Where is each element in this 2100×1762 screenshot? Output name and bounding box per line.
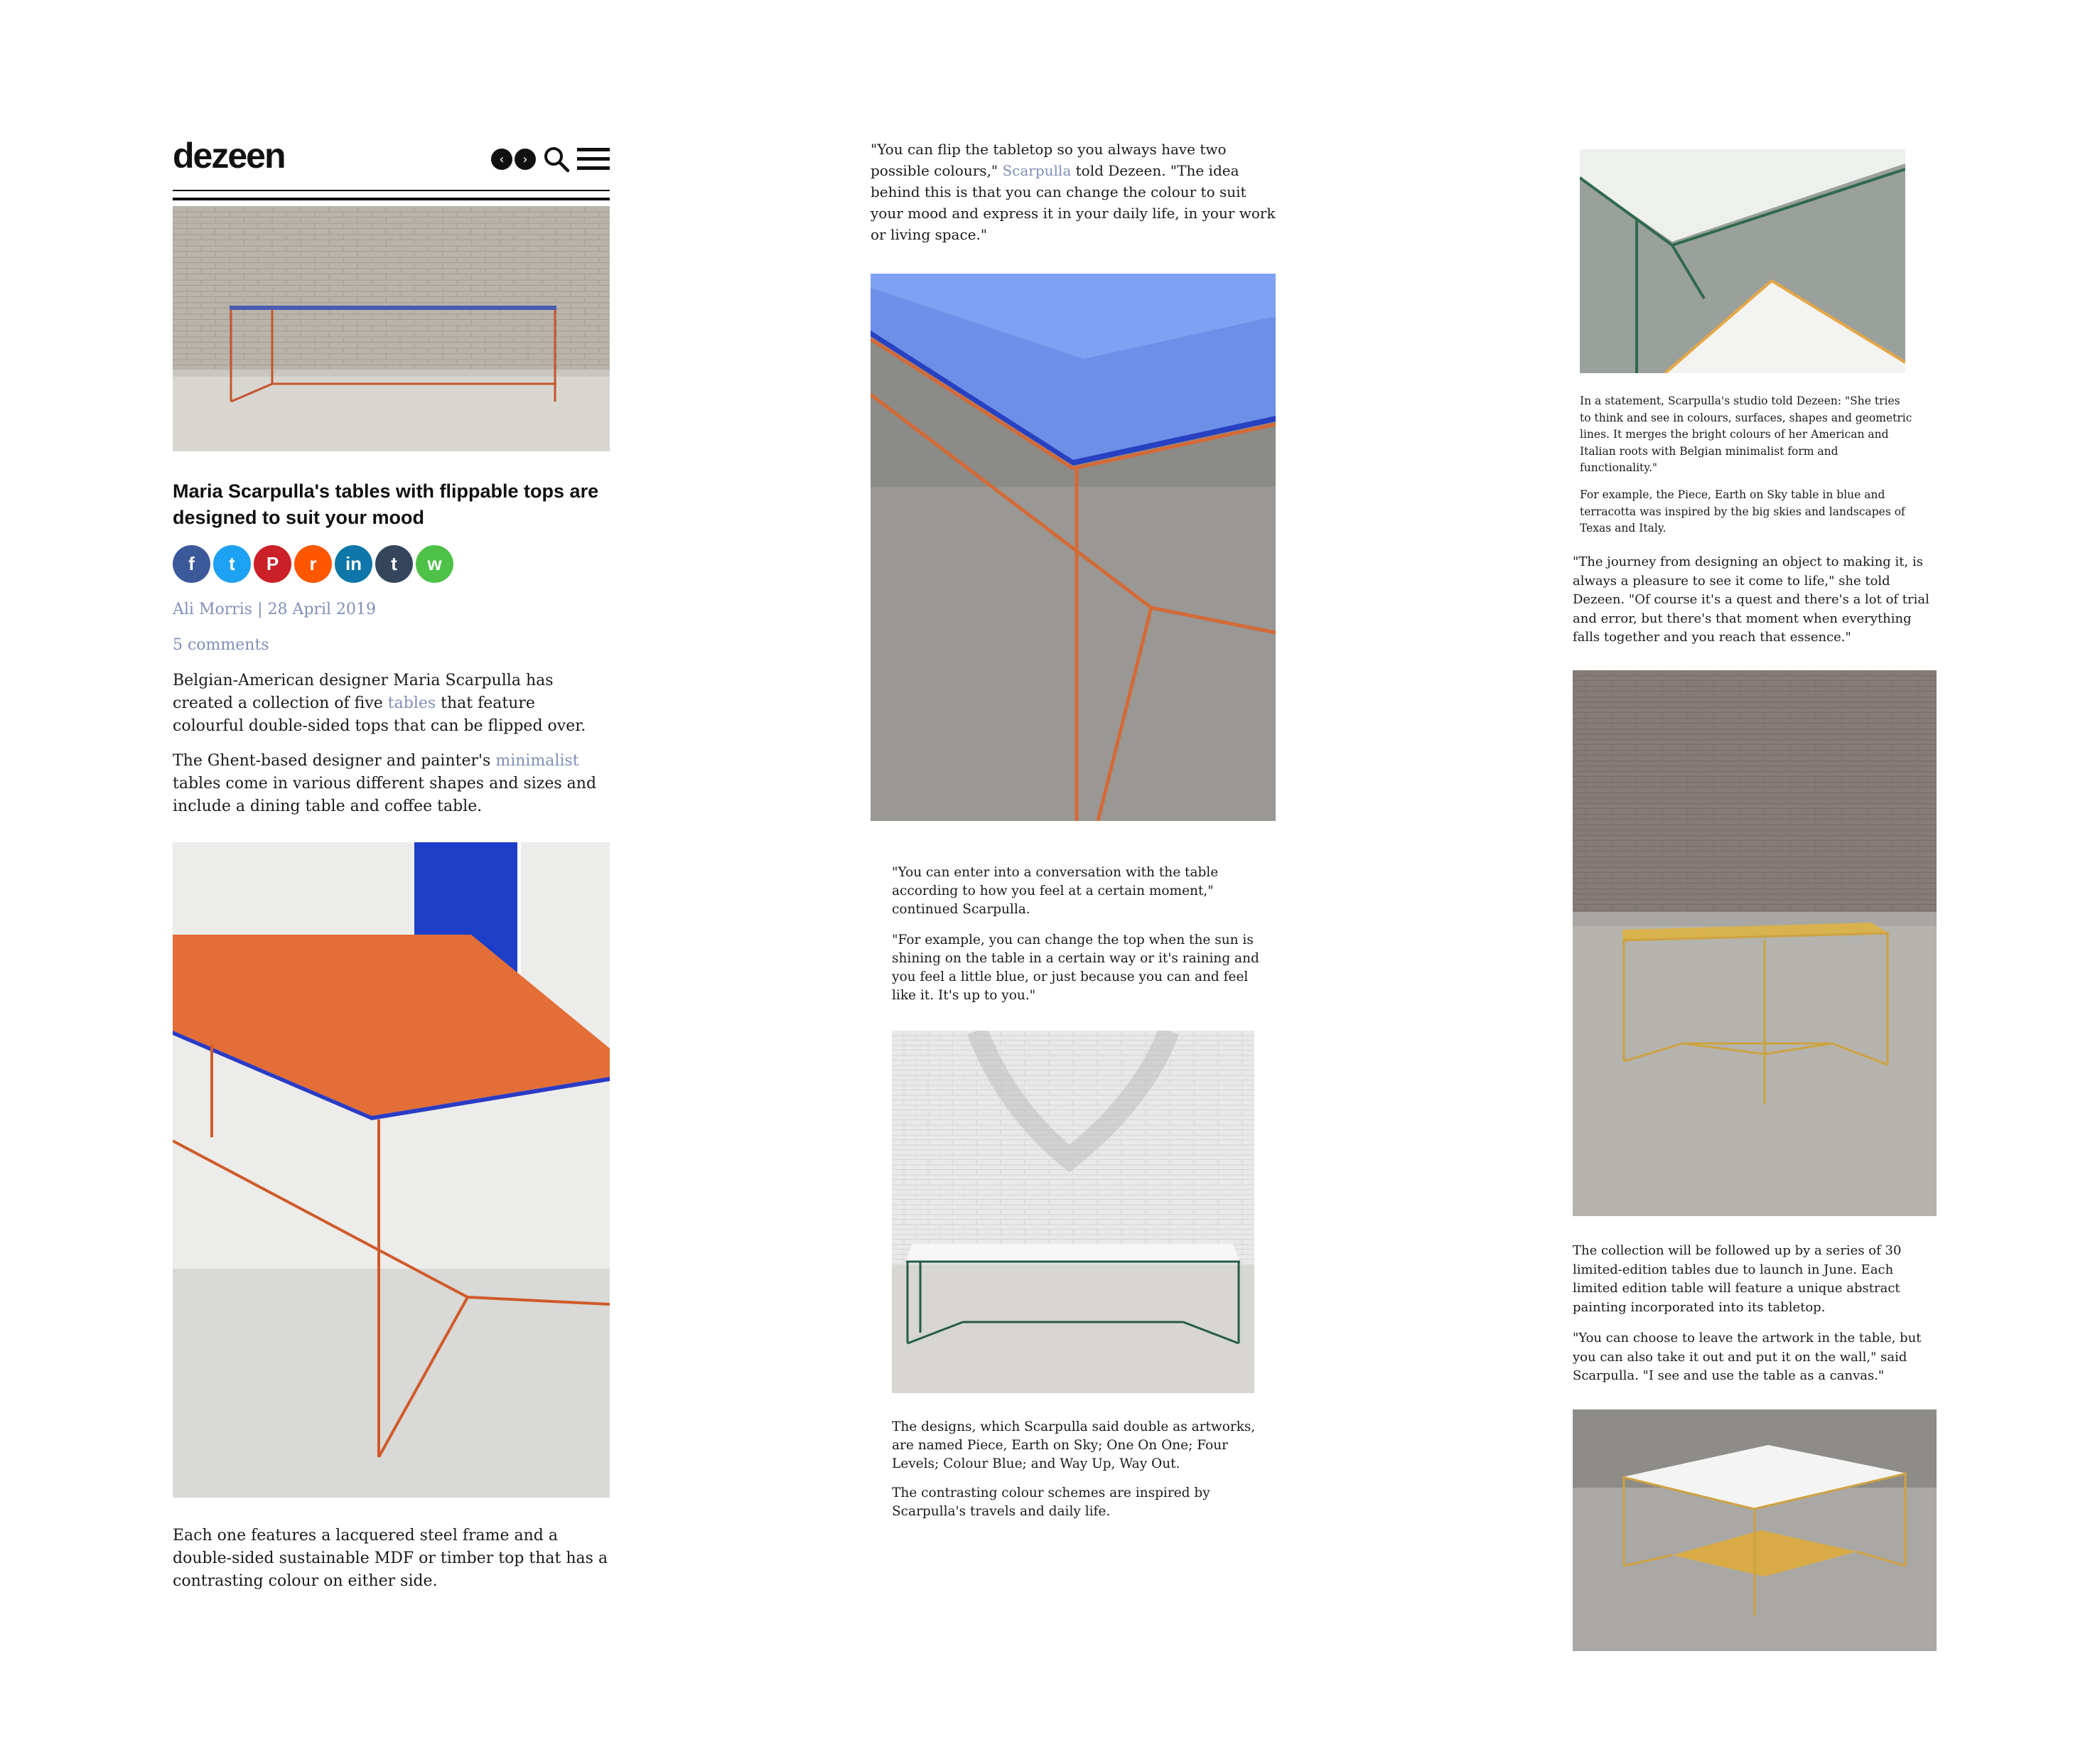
search-icon[interactable] [543, 146, 570, 173]
byline-separator: | [252, 601, 268, 618]
paragraph-colour-schemes: The contrasting colour schemes are inspired by Scarpulla's travels and daily life. [892, 1486, 1210, 1519]
next-article-icon[interactable]: › [515, 149, 536, 170]
article-column-1 [173, 135, 610, 1590]
scarpulla-link[interactable]: Scarpulla [1002, 162, 1072, 179]
comments-count[interactable]: 5 comments [173, 636, 269, 654]
quote-conversation: "You can enter into a conversation with the table according to how you feel at a certain moment," continued Scarpulla. [892, 865, 1219, 917]
paragraph-3: Each one features a lacquered steel frame and a double-sided sustainable MDF or timber top that has a contrasting colour on either side. [173, 1527, 608, 1590]
quote-flip-text-b: told Dezeen. "The idea behind this is that you can change the colour to suit your mood and express it in your daily life, in your work or living space." [871, 162, 1276, 243]
twitter-icon[interactable]: t [213, 545, 251, 583]
pinterest-icon[interactable]: P [254, 545, 291, 583]
author-link[interactable]: Ali Morris [173, 601, 253, 618]
yellow-table-photo [1573, 670, 1937, 1216]
paragraph-designs-named: The designs, which Scarpulla said double as artworks, are named Piece, Earth on Sky; One On One; Four Levels; Colour Blue; and Way Up, Way Out. [892, 1419, 1256, 1471]
menu-icon[interactable] [577, 146, 610, 172]
paragraph-1 [173, 670, 610, 738]
dezeen-logo[interactable]: dezeen [173, 136, 285, 176]
quote-sun-shining: "For example, you can change the top when the sun is shining on the table in a certain way or it's raining and you feel a little blue, or just because you can and feel like it. It's up to you." [892, 933, 1259, 1003]
reddit-icon[interactable]: r [294, 545, 332, 583]
linkedin-icon[interactable]: in [335, 545, 372, 583]
publish-date: 28 April 2019 [267, 601, 377, 618]
orange-table-photo [173, 842, 610, 1498]
blue-top-closeup-photo [871, 274, 1276, 821]
share-bar [173, 545, 453, 583]
quote-flip-tabletop [871, 139, 1276, 245]
header-icons [491, 144, 610, 175]
tables-link[interactable]: tables [387, 694, 436, 712]
paragraph-2 [173, 750, 610, 818]
quote-canvas: "You can choose to leave the artwork in the table, but you can also take it out and put it on the wall," said Scarpulla. "I see and use the table as a canvas." [1573, 1331, 1922, 1383]
paragraph-limited-edition: The collection will be followed up by a series of 30 limited-edition tables due to launch in June. Each limited edition table will feature a unique abstract painting incorporated into its tabletop. [1573, 1243, 1902, 1315]
byline [173, 601, 376, 618]
header-rule-bottom [173, 198, 610, 200]
quote-flip-text-a: "You can flip the tabletop so you always have two possible colours," [871, 141, 1227, 179]
comments-link[interactable] [173, 636, 269, 654]
green-frame-photo [1580, 149, 1905, 373]
facebook-icon[interactable]: f [173, 545, 210, 583]
paragraph-2-text-b: tables come in various different shapes and sizes and include a dining table and coffee table. [173, 775, 597, 815]
minimalist-link[interactable]: minimalist [495, 752, 579, 770]
paragraph-1-text-b: that feature colourful double-sided tops that can be flipped over. [173, 694, 586, 735]
paragraph-2-text-a: The Ghent-based designer and painter's [173, 752, 496, 770]
white-coffee-table-photo [1573, 1409, 1937, 1651]
tumblr-icon[interactable]: t [375, 545, 413, 583]
header-rule-top [173, 190, 610, 191]
paragraph-studio-statement: In a statement, Scarpulla's studio told Dezeen: "She tries to think and see in colours, surfaces, shapes and geometric lines. It merges the bright colours of her American and Italian roots with Belgian minimalist form and functionality." [1580, 394, 1912, 474]
quote-journey: "The journey from designing an object to making it, is always a pleasure to see it come to life," she told Dezeen. "Of course it's a quest and there's a lot of trial and error, but there's that moment when everything falls together and you reach that essence." [1573, 554, 1929, 645]
site-header [173, 135, 610, 192]
whatsapp-icon[interactable]: w [416, 545, 453, 583]
hero-photo [173, 206, 610, 451]
prev-article-icon[interactable]: ‹ [491, 149, 512, 170]
nav-arrows [491, 149, 536, 170]
paragraph-1-text-a: Belgian-American designer Maria Scarpulla has created a collection of five [173, 672, 554, 712]
article-title: Maria Scarpulla's tables with flippable tops are designed to suit your mood [173, 480, 599, 528]
white-top-table-photo [892, 1031, 1254, 1393]
paragraph-texas-italy: For example, the Piece, Earth on Sky table in blue and terracotta was inspired by the big skies and landscapes of Texas and Italy. [1580, 488, 1905, 534]
